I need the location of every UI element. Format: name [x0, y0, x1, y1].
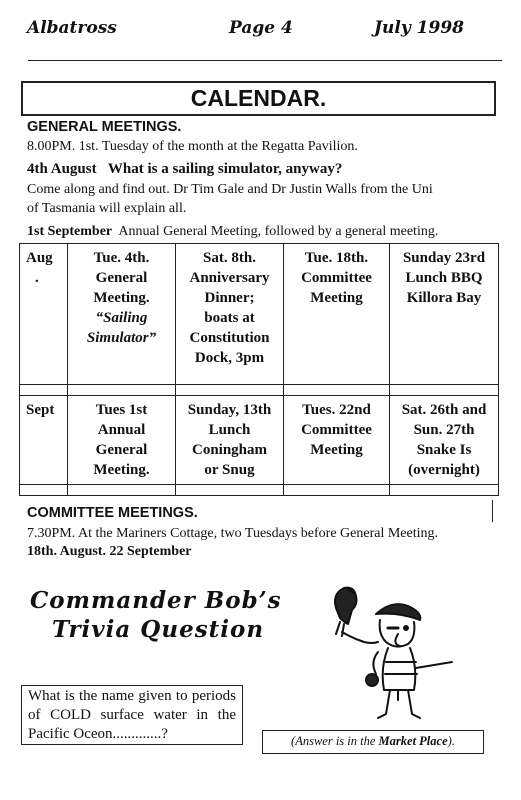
general-meetings-heading: GENERAL MEETINGS. — [27, 119, 182, 135]
event-line: Tues 1st — [95, 402, 148, 418]
event-line: Annual — [97, 422, 146, 438]
event-line: or Snug — [204, 462, 255, 478]
event-line: Lunch BBQ — [405, 270, 483, 286]
trivia-title-2: Trivia Question — [52, 616, 265, 643]
event-line: Coningham — [191, 442, 268, 458]
header-publication: Albatross — [27, 18, 117, 38]
event-cell — [176, 244, 284, 385]
august-description-2: of Tasmania will explain all. — [27, 201, 187, 216]
event-cell — [390, 244, 499, 385]
event-line: Sat. 8th. — [203, 250, 256, 266]
event-line: (overnight) — [408, 462, 480, 478]
event-line: Simulator” — [86, 330, 157, 346]
calendar-title-box — [21, 81, 496, 116]
calendar-title: CALENDAR. — [190, 85, 327, 111]
september-meeting-line — [27, 222, 438, 241]
event-line: Lunch — [208, 422, 251, 438]
event-line: boats at — [204, 310, 255, 326]
pirate-parrot-illustration — [318, 578, 488, 728]
event-line: Snake Is — [416, 442, 472, 458]
august-date: 4th August — [27, 161, 97, 177]
event-line: Dock, 3pm — [194, 350, 265, 366]
event-line: Sun. 27th — [413, 422, 475, 438]
august-description-1: Come along and find out. Dr Tim Gale and Dr Justin Walls from the Uni — [27, 182, 433, 197]
calendar-table — [19, 243, 499, 496]
event-line: “Sailing — [95, 310, 148, 326]
event-cell — [68, 244, 176, 385]
table-row-spacer — [20, 385, 499, 396]
table-row-spacer — [20, 485, 499, 496]
event-line: General — [95, 442, 148, 458]
event-line: Committee — [301, 422, 372, 438]
trivia-title-1: Commander Bob’s — [30, 587, 282, 614]
september-text: Annual General Meeting, followed by a general meeting. — [118, 224, 439, 239]
event-line: Tue. 4th. — [93, 250, 150, 266]
month-dot: . — [35, 270, 39, 286]
header-page-number: Page 4 — [229, 18, 293, 38]
event-cell — [284, 244, 390, 385]
margin-mark — [492, 500, 493, 522]
event-line: Sunday 23rd — [402, 250, 486, 266]
event-line: Dinner; — [204, 290, 255, 306]
month-label: Aug — [26, 250, 53, 266]
header-rule — [28, 60, 502, 61]
general-meetings-time: 8.00PM. 1st. Tuesday of the month at the Regatta Pavilion. — [27, 139, 358, 154]
event-line: Constitution — [189, 330, 270, 346]
answer-prefix: (Answer is in the — [291, 734, 379, 748]
event-line: Meeting. — [93, 462, 150, 478]
event-line: Tues. 22nd — [302, 402, 371, 418]
event-line: Killora Bay — [406, 290, 482, 306]
august-meeting-line — [27, 160, 342, 179]
month-cell-aug — [20, 244, 68, 385]
committee-meetings-heading: COMMITTEE MEETINGS. — [27, 505, 198, 521]
event-line: Anniversary — [189, 270, 270, 286]
header-date: July 1998 — [374, 18, 464, 38]
committee-meetings-dates: 18th. August. 22 September — [27, 544, 192, 559]
answer-suffix: ). — [447, 734, 455, 748]
september-date: 1st September — [27, 224, 113, 239]
month-cell-sept — [20, 396, 68, 485]
answer-box — [262, 730, 484, 754]
event-line: Committee — [301, 270, 372, 286]
event-line: Meeting — [310, 442, 363, 458]
committee-meetings-time: 7.30PM. At the Mariners Cottage, two Tuesdays before General Meeting. — [27, 526, 438, 541]
month-label: Sept — [26, 402, 55, 418]
event-cell — [68, 396, 176, 485]
event-cell — [176, 396, 284, 485]
answer-place: Market Place — [378, 734, 448, 748]
event-cell — [390, 396, 499, 485]
august-question: What is a sailing simulator, anyway? — [107, 161, 343, 177]
event-line: Sat. 26th and — [401, 402, 487, 418]
event-line: Sunday, 13th — [187, 402, 272, 418]
event-line: Meeting — [310, 290, 363, 306]
trivia-question-box: What is the name given to periods of COLD surface water in the Pacific Oceon.............? — [21, 685, 243, 745]
event-cell — [284, 396, 390, 485]
table-row — [20, 244, 499, 385]
event-line: Tue. 18th. — [304, 250, 369, 266]
event-line: General — [95, 270, 148, 286]
event-line: Meeting. — [93, 290, 150, 306]
table-row — [20, 396, 499, 485]
